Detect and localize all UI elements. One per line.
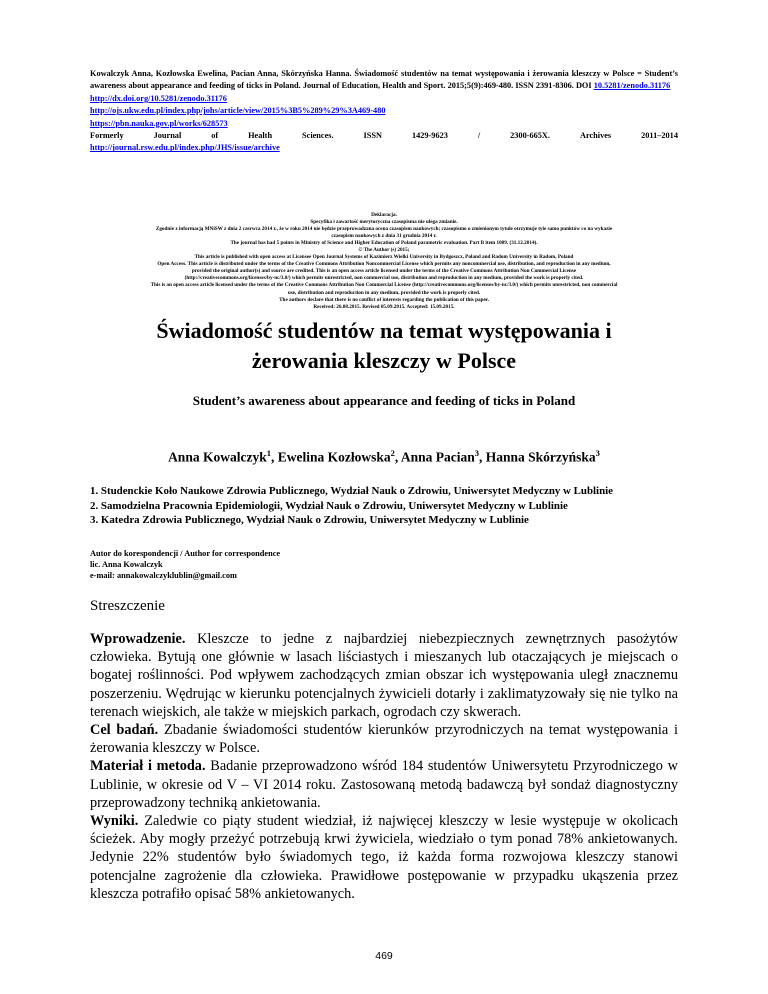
abstract-paragraph-aim [90, 721, 678, 757]
correspondence-block [90, 548, 678, 581]
author-separator: , [479, 449, 486, 465]
declaration-line: (http://creativecommons.org/licenses/by-nc/3.0/) which permits unrestricted, non commercial use, distribution and reproduction in any medium, provided the work is properly cited. [184, 275, 584, 282]
doi-link[interactable]: 10.5281/zenodo.31176 [593, 81, 671, 91]
section-label: Wyniki. [90, 813, 139, 830]
formerly-word: 2011–2014 [641, 131, 678, 141]
author-separator: , [270, 449, 278, 465]
declaration-line: Zgodnie z informacją MNiSW z dnia 2 czerwca 2014 r., że w roku 2014 nie będzie przeprowadzana ocena czasopism naukowych; czasopismo o zmienionym tytule otrzymuje tyle samo punktów co na wykazie [155, 226, 613, 233]
declaration-block [60, 212, 708, 311]
citation-text: Kowalczyk Anna, Kozłowska Ewelina, Pacian Anna, Skórzyńska Hanna. Świadomość studentów na temat występowania i żerowania kleszczy w Polsce = Student’s awareness about appearance and feeding of ticks in Poland. Journal of Education, Health and Sport. 2015;5(9):469-480. ISSN 2391-8306. DOI 10.5281/zenodo.31176 [90, 69, 678, 91]
affiliation-item: 2. Samodzielna Pracownia Epidemiologii, Wydział Nauk o Zdrowiu, Uniwersytet Medyczny w Lublinie [90, 499, 568, 512]
citation-block [90, 68, 678, 155]
formerly-word: Sciences. [302, 131, 334, 141]
correspondence-email: e-mail: annakowalczyklublin@gmail.com [90, 571, 237, 580]
archive-url-link[interactable]: http://journal.rsw.edu.pl/index.php/JHS/issue/archive [90, 143, 280, 153]
author-name: Ewelina Kozłowska [277, 449, 391, 465]
abstract-paragraph-introduction [90, 630, 678, 721]
formerly-word: ISSN [363, 131, 382, 141]
formerly-word: Journal [153, 131, 182, 141]
declaration-line: provided the original author(s) and source are credited. This is an open access article licensed under the terms of the Creative Commons Attribution Non Commercial License [191, 268, 577, 275]
section-text: Badanie przeprowadzono wśród 184 studentów Uniwersytetu Przyrodniczego w Lublinie, w okresie od V – VI 2014 roku. Zastosowaną metodą badawczą był sondaż diagnostyczny przeprowadzony techniką ankietowania. [90, 758, 678, 811]
formerly-word: of [211, 131, 219, 141]
declaration-line: The journal has had 5 points in Ministry of Science and Higher Education of Poland parametric evaluation. Part B item 1089. (31.12.2014). [230, 240, 538, 247]
declaration-line: Specyfika i zawartość merytoryczna czasopisma nie ulega zmianie. [310, 219, 458, 226]
section-text: Kleszcze to jedne z najbardziej niebezpiecznych zewnętrznych pasożytów człowieka. Bytują one głównie w lasach liściastych i mieszanych lub otaczających je miejscach o bogatej roślinności. Pod wpływem zachodzących zmian obszar ich występowania uległ znacznemu poszerzeniu. Wędrując w kierunku potencjalnych żywicieli dotarły i zaklimatyzowały się nie tylko na terenach wiejskich, ale także w miejskich parkach, ogrodach czy skwerach. [90, 631, 678, 720]
section-text: Zaledwie co piąty student wiedział, iż najwięcej kleszczy w lesie występuje w okolicach ścieżek. Aby mogły przeżyć potrzebują krwi żywiciela, wiedziało o tym ponad 78% ankietowanych. Jedynie 22% studentów było świadomych tego, iż każda forma rozwojowa kleszczy stanowi potencjalne zagrożenie dla człowieka. Prawidłowe postępowanie w przypadku ukąszenia przez kleszcza potrafiło opisać 58% ankietowanych. [90, 813, 678, 902]
author-affiliation-index: 3 [474, 448, 479, 458]
declaration-line: Deklaracja. [371, 212, 397, 218]
author-list [90, 448, 678, 466]
section-label: Cel badań. [90, 722, 159, 739]
author-affiliation-index: 1 [266, 448, 271, 458]
declaration-line: This is an open access article licensed under the terms of the Creative Commons Attribution Non Commercial License (http://creativecommons.org/licenses/by-nc/3.0/) which permits unrestricted, non commercial [150, 282, 618, 289]
ojs-url-link[interactable]: http://ojs.ukw.edu.pl/index.php/johs/article/view/2015%3B5%289%29%3A469-480 [90, 106, 386, 116]
formerly-word: Archives [579, 131, 612, 141]
formerly-word: Formerly [90, 131, 124, 141]
article-subtitle: Student’s awareness about appearance and feeding of ticks in Poland [192, 393, 576, 408]
author-name: Hanna Skórzyńska [485, 449, 596, 465]
abstract-paragraph-results [90, 812, 678, 903]
title-line-2: żerowania kleszczy w Polsce [251, 348, 517, 373]
abstract-heading: Streszczenie [90, 598, 165, 614]
declaration-line: This article is published with open access at Licensee Open Journal Systems of Kazimierz Wielki University in Bydgoszcz, Poland and Radom University in Radom, Poland [194, 254, 574, 261]
declaration-line: © The Author (s) 2015; [358, 247, 410, 254]
affiliation-list [90, 484, 678, 528]
abstract-body [90, 630, 678, 903]
author-separator: , [394, 449, 401, 465]
author-name: Anna Pacian [400, 449, 475, 465]
section-label: Materiał i metoda. [90, 758, 206, 775]
article-title [100, 316, 668, 376]
author-name: Anna Kowalczyk [168, 449, 267, 465]
formerly-line [90, 130, 678, 142]
formerly-word: 1429-9623 [411, 131, 448, 141]
declaration-line: czasopism naukowych z dnia 31 grudnia 2014 r. [331, 233, 437, 240]
correspondence-name: lic. Anna Kowalczyk [90, 560, 163, 569]
author-affiliation-index: 2 [390, 448, 395, 458]
affiliation-item: 1. Studenckie Koło Naukowe Zdrowia Publicznego, Wydział Nauk o Zdrowiu, Uniwersytet Medyczny w Lublinie [90, 485, 613, 497]
abstract-paragraph-methods [90, 757, 678, 812]
page-number: 469 [375, 950, 393, 962]
title-line-1: Świadomość studentów na temat występowania i [156, 318, 612, 343]
doi-url-link[interactable]: http://dx.doi.org/10.5281/zenodo.31176 [90, 93, 227, 103]
section-text: Zbadanie świadomości studentów kierunków przyrodniczych na temat występowania i żerowania kleszczy w Polsce. [90, 722, 678, 757]
section-label: Wprowadzenie. [90, 631, 186, 647]
formerly-word: Health [248, 131, 273, 141]
affiliation-item: 3. Katedra Zdrowia Publicznego, Wydział Nauk o Zdrowiu, Uniwersytet Medyczny w Lublinie [90, 514, 529, 527]
formerly-word: 2300-665X. [510, 131, 550, 141]
declaration-line: The authors declare that there is no conflict of interests regarding the publication of this paper. [279, 296, 489, 303]
formerly-word: / [477, 131, 481, 141]
declaration-line: Open Access. This article is distributed under the terms of the Creative Commons Attribution Noncommercial License which permits any noncommercial use, distribution, and reproduction in any medium, [157, 261, 611, 268]
correspondence-heading: Autor do korespondencji / Author for correspondence [90, 549, 281, 558]
declaration-line: use, distribution and reproduction in any medium, provided the work is properly cited. [287, 289, 481, 296]
declaration-line: Received: 26.08.2015. Revised 05.09.2015. Accepted: 15.09.2015. [313, 303, 455, 310]
pbn-url-link[interactable]: https://pbn.nauka.gov.pl/works/628573 [90, 118, 228, 128]
author-affiliation-index: 3 [595, 448, 600, 458]
